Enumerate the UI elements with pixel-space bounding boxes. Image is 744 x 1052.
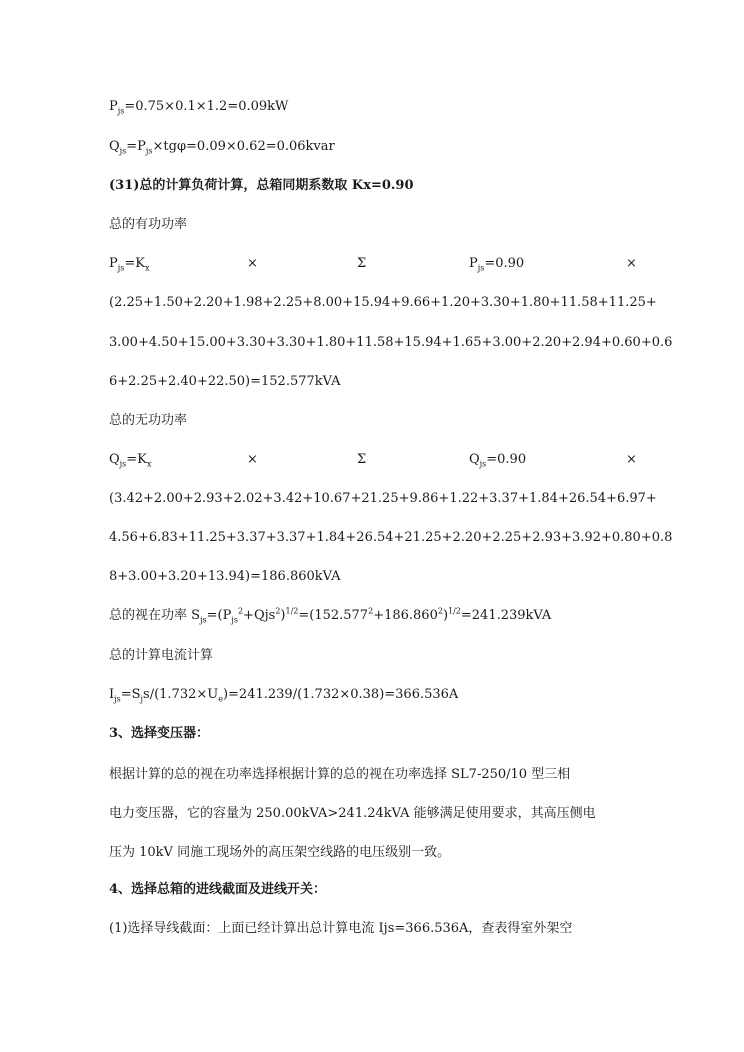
- transformer-paragraph-line: 压为 10kV 同施工现场外的高压架空线路的电压级别一致。: [109, 845, 451, 860]
- apparent-power-line: 总的视在功率 $S_{js}=(P_{js}^2+Qjs^2)^{1/2}=(152.577^2+186.860^2)^{1/2}=241.239kVA$: [109, 606, 552, 625]
- wire-section-line: (1)选择导线截面：上面已经计算出总计算电流 Ijs=366.536A，查表得室外架空: [109, 921, 573, 936]
- line-pjs: $P_{js}=0.75\times 0.1\times 1.2=0.09kW$: [109, 99, 289, 116]
- times-sign: ×: [247, 452, 258, 467]
- transformer-paragraph-line: 电力变压器，它的容量为 250.00kVA>241.24kVA 能够满足使用要求，其高压侧电: [109, 806, 596, 821]
- reactive-sum-line: (3.42+2.00+2.93+2.02+3.42+10.67+21.25+9.86+1.22+3.37+1.84+26.54+6.97+: [109, 491, 657, 506]
- active-formula-coef: $P_{js}=0.90$: [469, 256, 525, 273]
- active-power-title: 总的有功功率: [109, 217, 188, 232]
- reactive-sum-line: 8+3.00+3.20+13.94)=186.860kVA: [109, 569, 341, 584]
- reactive-formula-coef: $Q_{js}=0.90$: [469, 452, 527, 469]
- times-sign: ×: [626, 452, 637, 467]
- reactive-power-title: 总的无功功率: [109, 413, 188, 428]
- active-sum-line: (2.25+1.50+2.20+1.98+2.25+8.00+15.94+9.66+1.20+3.30+1.80+11.58+11.25+: [109, 295, 657, 310]
- heading-4: 4、选择总箱的进线截面及进线开关：: [109, 882, 327, 897]
- line-qjs: $Q_{js}=P_{js}\times tg\varphi=0.09\times 0.62=0.06kvar$: [109, 139, 335, 156]
- sigma-sign: Σ: [357, 452, 367, 467]
- times-sign: ×: [247, 256, 258, 271]
- current-line: $I_{js}=S_js/(1.732\times U_e)=241.239/(1.732\times 0.38)=366.536A$: [109, 687, 459, 704]
- current-title: 总的计算电流计算: [109, 648, 214, 663]
- active-sum-line: 3.00+4.50+15.00+3.30+3.30+1.80+11.58+15.94+1.65+3.00+2.20+2.94+0.60+0.6: [109, 335, 673, 350]
- heading-3: 3、选择变压器：: [109, 726, 210, 741]
- sigma-sign: Σ: [357, 256, 367, 271]
- active-formula-lhs: $P_{js}=K_x$: [109, 256, 150, 273]
- reactive-sum-line: 4.56+6.83+11.25+3.37+3.37+1.84+26.54+21.25+2.20+2.25+2.93+3.92+0.80+0.8: [109, 530, 673, 545]
- active-sum-line: 6+2.25+2.40+22.50)=152.577kVA: [109, 374, 341, 389]
- transformer-paragraph-line: 根据计算的总的视在功率选择根据计算的总的视在功率选择 SL7-250/10 型三相: [109, 767, 571, 782]
- reactive-formula-lhs: $Q_{js}=K_x$: [109, 452, 152, 469]
- heading-31: (31)总的计算负荷计算，总箱同期系数取 Kx=0.90: [109, 178, 414, 193]
- times-sign: ×: [626, 256, 637, 271]
